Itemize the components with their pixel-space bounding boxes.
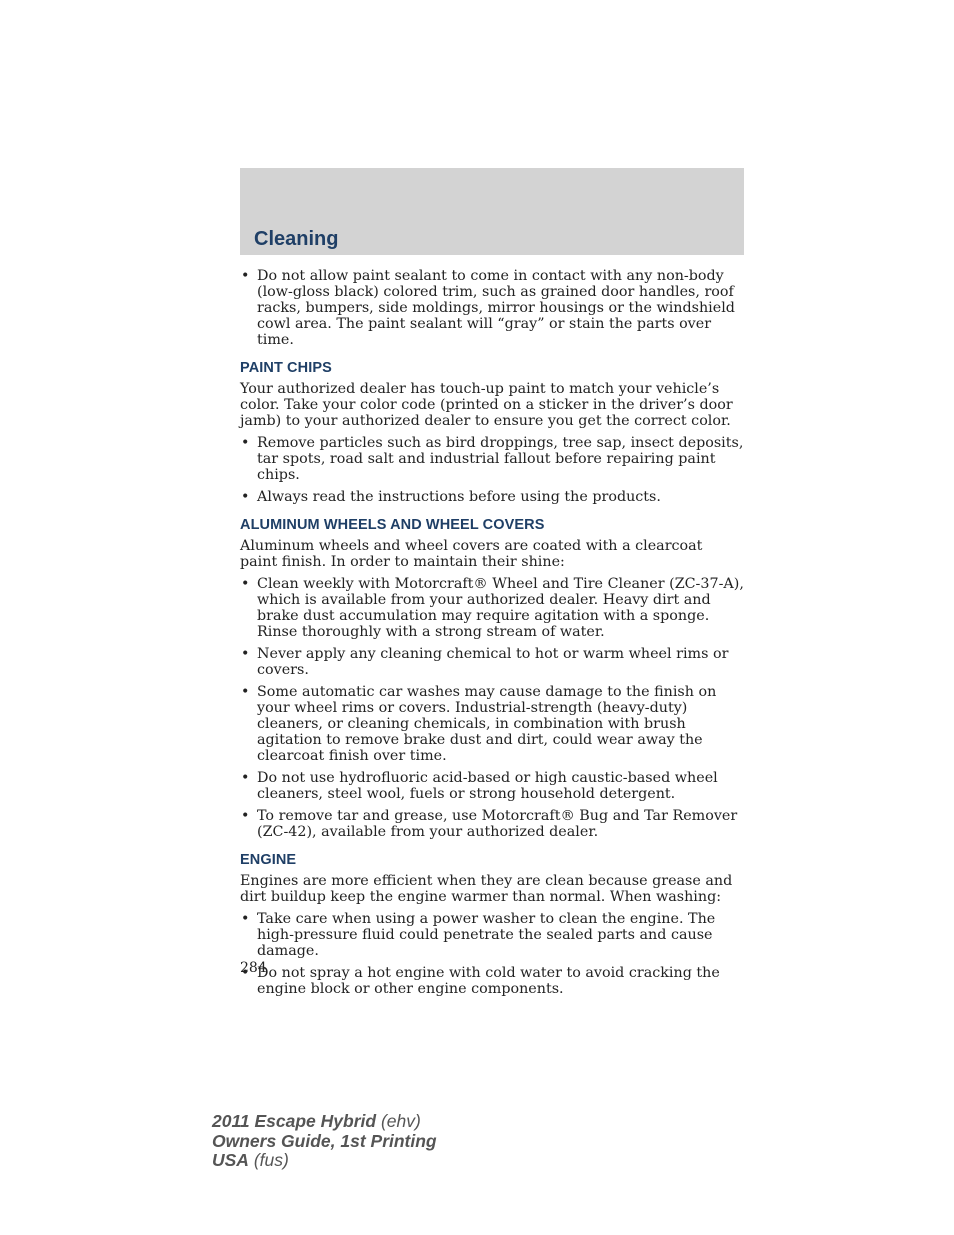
footer-line-1 <box>212 1112 437 1132</box>
list-item: • Do not use hydrofluoric acid-based or high caustic-based wheel cleaners, steel wool, fuels or strong household detergent. <box>240 770 744 802</box>
page-number: 284 <box>240 960 267 976</box>
footer-market: USA <box>212 1150 249 1170</box>
page-content <box>240 268 744 1003</box>
aluminum-wheels-paragraph: Aluminum wheels and wheel covers are coated with a clearcoat paint finish. In order to maintain their shine: <box>240 538 703 570</box>
footer-line-2 <box>212 1132 437 1152</box>
section-heading-engine: ENGINE <box>240 852 297 868</box>
list-item: • Clean weekly with Motorcraft® Wheel and Tire Cleaner (ZC-37-A), which is available from your authorized dealer. Heavy dirt and brake dust accumulation may require agitation with a sponge. Rinse thoroughly with a strong stream of water. <box>240 576 744 640</box>
document-footer <box>212 1112 437 1171</box>
list-item: • Some automatic car washes may cause damage to the finish on your wheel rims or covers. Industrial-strength (heavy-duty) cleaners, or cleaning chemicals, in combination with brush agitation to remove brake dust and dirt, could wear away the clearcoat finish over time. <box>240 684 744 764</box>
list-item: • Do not spray a hot engine with cold water to avoid cracking the engine block or other engine components. <box>240 965 744 997</box>
list-item: • Take care when using a power washer to clean the engine. The high-pressure fluid could penetrate the sealed parts and cause damage. <box>240 911 744 959</box>
engine-bullet-list <box>240 911 744 997</box>
aluminum-wheels-bullet-list <box>240 576 744 840</box>
list-item: • Remove particles such as bird droppings, tree sap, insect deposits, tar spots, road salt and industrial fallout before repairing paint chips. <box>240 435 744 483</box>
section-title: Cleaning <box>254 228 339 250</box>
section-heading-paint-chips: PAINT CHIPS <box>240 360 332 376</box>
footer-edition: Owners Guide, 1st Printing <box>212 1130 437 1151</box>
list-item: • Never apply any cleaning chemical to hot or warm wheel rims or covers. <box>240 646 744 678</box>
list-item: • Do not allow paint sealant to come in contact with any non-body (low-gloss black) colored trim, such as grained door handles, roof racks, bumpers, side moldings, mirror housings or the windshield cowl area. The paint sealant will “gray” or stain the parts over time. <box>240 268 744 348</box>
list-item: • To remove tar and grease, use Motorcraft® Bug and Tar Remover (ZC-42), available from your authorized dealer. <box>240 808 744 840</box>
footer-model-code: (ehv) <box>380 1111 421 1131</box>
section-heading-aluminum-wheels: ALUMINUM WHEELS AND WHEEL COVERS <box>240 517 545 533</box>
section-header-band <box>240 168 744 255</box>
paint-chips-paragraph: Your authorized dealer has touch-up paint to match your vehicle’s color. Take your color code (printed on a sticker in the driver’s door jamb) to your authorized dealer to ensure you get the correct color. <box>240 381 733 429</box>
footer-model: 2011 Escape Hybrid <box>212 1111 377 1131</box>
engine-paragraph: Engines are more efficient when they are clean because grease and dirt buildup keep the engine warmer than normal. When washing: <box>240 873 733 905</box>
paint-chips-bullet-list <box>240 435 744 505</box>
list-item: • Always read the instructions before using the products. <box>240 489 744 505</box>
footer-line-3 <box>212 1151 437 1171</box>
footer-market-code: (fus) <box>253 1150 289 1170</box>
intro-bullet-list <box>240 268 744 348</box>
